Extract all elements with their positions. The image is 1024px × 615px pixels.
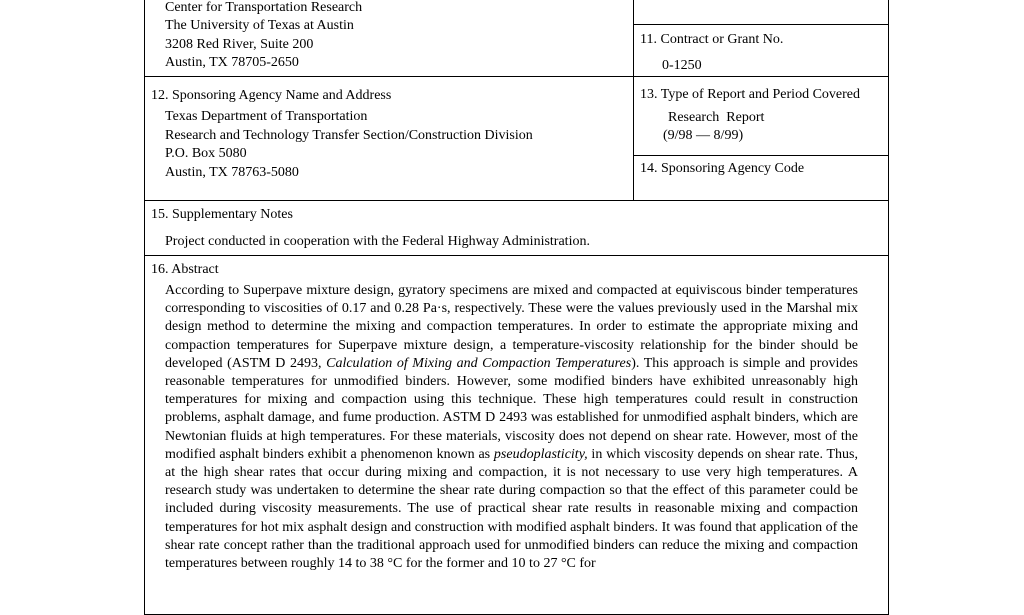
abstract-label: 16. Abstract bbox=[151, 262, 219, 277]
report-period: (9/98 — 8/99) bbox=[663, 128, 744, 143]
contract-label: 11. Contract or Grant No. bbox=[640, 32, 784, 47]
sponsoring-agency-label: 12. Sponsoring Agency Name and Address bbox=[151, 88, 392, 103]
sponsoring-agency-line-2: Research and Technology Transfer Section/Construction Division bbox=[165, 128, 533, 143]
performing-org-line-4: Austin, TX 78705-2650 bbox=[165, 55, 299, 70]
performing-org-line-2: The University of Texas at Austin bbox=[165, 18, 354, 33]
abstract-title-italic: Calculation of Mixing and Compaction Temperatures bbox=[326, 355, 632, 371]
sponsoring-agency-line-4: Austin, TX 78763-5080 bbox=[165, 165, 299, 180]
report-type-label: 13. Type of Report and Period Covered bbox=[640, 87, 860, 102]
abstract-text-2: ). This approach is simple and provides reasonable temperatures for unmodified binders. However, some modified binders have exhibited unreasonably high temperatures for mixing and compaction using this technique. These high temperatures could result in construction problems, asphalt damage, and fume production. ASTM D 2493 was established for unmodified asphalt binders, which are Newtonian fluids at high temperatures. For these materials, viscosity does not depend on shear rate. However, most of the modified asphalt binders exhibit a phenomenon known as bbox=[165, 355, 858, 462]
supplementary-notes-text: Project conducted in cooperation with the Federal Highway Administration. bbox=[165, 234, 590, 249]
abstract-text-3: in which viscosity depends on shear rate. Thus, at the high shear rates that occur during mixing and compaction, it is not necessary to use very high temperatures. A research study was undertaken to determine the shear rate during compaction so that the effect of this parameter could be included during viscosity measurements. The use of practical shear rate results in reasonable mixing and compaction temperatures for hot mix asphalt design and construction with modified asphalt binders. It was found that application of the shear rate concept rather than the traditional approach used for unmodified binders can reduce the mixing and compaction temperatures between roughly 14 to 38 °C for the former and 10 to 27 °C for bbox=[165, 446, 858, 572]
abstract-paragraph bbox=[165, 282, 858, 573]
sponsoring-agency-line-3: P.O. Box 5080 bbox=[165, 146, 247, 161]
abstract-body bbox=[165, 282, 858, 573]
sponsoring-agency-line-1: Texas Department of Transportation bbox=[165, 109, 368, 124]
abstract-text-1: According to Superpave mixture design, gyratory specimens are mixed and compacted at equiviscous binder temperatures corresponding to viscosities of 0.17 and 0.28 Pa·s, respectively. These were the values previously used in the Marshal mix design method to determine the mixing and compaction temperatures. In order to estimate the appropriate mixing and compaction temperatures for Superpave mixture design, a temperature-viscosity relationship for the binder should be developed (ASTM D 2493, bbox=[165, 283, 858, 371]
performing-org-line-1: Center for Transportation Research bbox=[165, 0, 363, 15]
report-type-value: Research Report bbox=[668, 110, 765, 125]
performing-org-line-3: 3208 Red River, Suite 200 bbox=[165, 37, 314, 52]
abstract-term-italic: pseudoplasticity, bbox=[493, 446, 588, 462]
agency-code-label: 14. Sponsoring Agency Code bbox=[640, 161, 805, 176]
supplementary-notes-label: 15. Supplementary Notes bbox=[151, 207, 293, 222]
upper-right-cell bbox=[633, 0, 889, 25]
contract-value: 0-1250 bbox=[662, 58, 702, 73]
